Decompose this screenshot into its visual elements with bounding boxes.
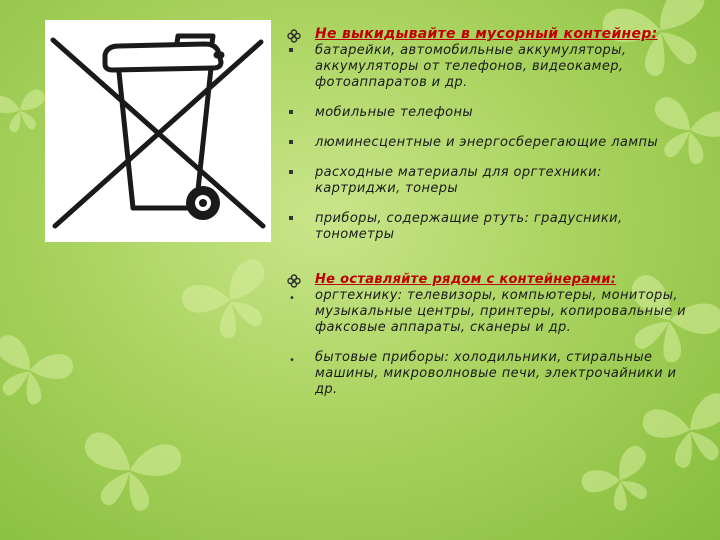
heading-do-not-throw: Не выкидывайте в мусорный контейнер: — [315, 26, 658, 42]
square-bullet-icon — [289, 216, 293, 220]
list-item-text: бытовые приборы: холодильники, стиральные машины, микроволновые печи, электрочайники и др. — [315, 350, 677, 397]
list-item-text: приборы, содержащие ртуть: градусники, тонометры — [315, 211, 623, 242]
crossed-out-wheelie-bin-icon — [45, 20, 271, 242]
butterfly-icon — [178, 255, 285, 350]
list-item — [287, 288, 687, 336]
butterfly-icon — [75, 430, 183, 516]
flower-bullet-icon — [287, 29, 301, 43]
section-heading-1 — [287, 26, 687, 43]
list-item — [287, 165, 687, 197]
list-item-text: расходные материалы для оргтехники: картриджи, тонеры — [315, 165, 602, 196]
recycling-sign-image — [45, 20, 271, 242]
square-bullet-icon — [289, 170, 293, 174]
butterfly-icon — [578, 442, 665, 522]
list-item — [287, 211, 687, 243]
list-appliances — [287, 288, 687, 398]
dot-bullet-icon: • — [289, 355, 296, 366]
butterfly-icon — [0, 88, 50, 135]
list-item-text: батарейки, автомобильные аккумуляторы, аккумуляторы от телефонов, видеокамер, фотоаппаратов и др. — [315, 43, 627, 90]
section-heading-2 — [287, 271, 687, 288]
square-bullet-icon — [289, 140, 293, 144]
butterfly-icon — [0, 332, 76, 413]
list-item — [287, 43, 687, 91]
dot-bullet-icon: • — [289, 293, 296, 304]
list-item-text: мобильные телефоны — [315, 105, 474, 120]
square-bullet-icon — [289, 110, 293, 114]
text-content — [287, 26, 687, 412]
list-hazardous-items — [287, 43, 687, 243]
list-item-text: оргтехнику: телевизоры, компьютеры, мониторы, музыкальные центры, принтеры, копировальные и факсовые аппараты, сканеры и др. — [315, 288, 687, 335]
flower-bullet-icon — [287, 274, 301, 288]
heading-do-not-leave: Не оставляйте рядом с контейнерами: — [315, 272, 617, 287]
list-item — [287, 350, 687, 398]
square-bullet-icon — [289, 48, 293, 52]
list-item-text: люминесцентные и энергосберегающие лампы — [315, 135, 659, 150]
list-item — [287, 105, 687, 121]
list-item — [287, 135, 687, 151]
